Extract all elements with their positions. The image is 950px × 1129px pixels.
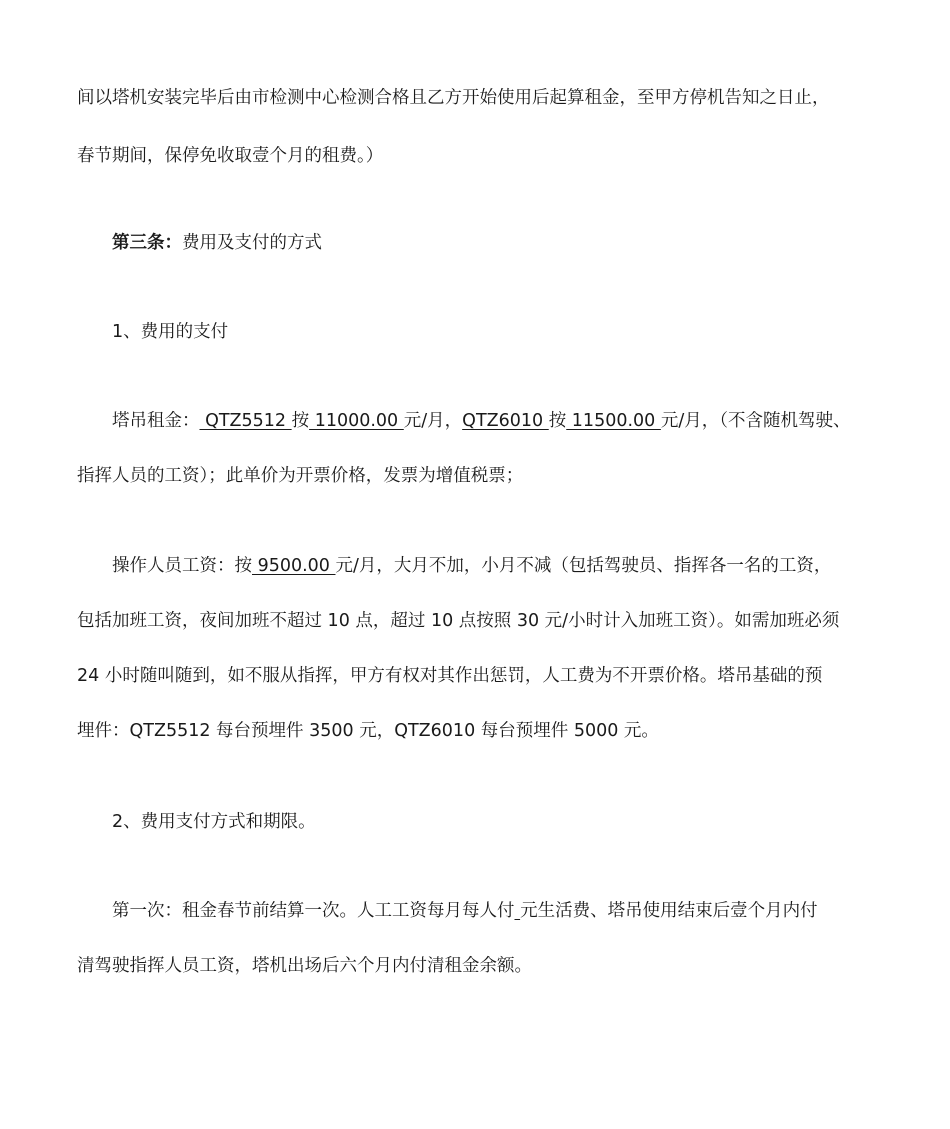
text: 操作人员工资：按 [112, 556, 252, 576]
price-qtz6010: 11500.00 [566, 411, 661, 431]
rent-line [112, 410, 851, 432]
paragraph-line: 埋件：QTZ5512 每台预埋件 3500 元，QTZ6010 每台预埋件 5000 元。 [77, 721, 659, 741]
text: 按 [548, 411, 567, 431]
price-qtz5512: 11000.00 [309, 411, 404, 431]
article-title: 费用及支付的方式 [182, 233, 322, 253]
paragraph-line: 间以塔机安装完毕后由市检测中心检测合格且乙方开始使用后起算租金，至甲方停机告知之日止， [77, 88, 830, 108]
rent-prefix: 塔吊租金： [112, 411, 200, 431]
paragraph-line: 清驾驶指挥人员工资，塔机出场后六个月内付清租金余额。 [77, 956, 532, 976]
paragraph-line: 指挥人员的工资）；此单价为开票价格，发票为增值税票； [77, 466, 524, 486]
article-heading [112, 232, 322, 254]
section-heading: 1、费用的支付 [112, 322, 229, 342]
payment-line [112, 900, 818, 922]
text: 元/月，（不含随机驾驶、 [660, 411, 851, 431]
model-qtz6010: QTZ6010 [462, 411, 549, 431]
wage-line [112, 555, 831, 577]
paragraph-line: 24 小时随叫随到，如不服从指挥，甲方有权对其作出惩罚，人工费为不开票价格。塔吊基础的预 [77, 666, 823, 686]
paragraph-line: 春节期间，保停免收取壹个月的租费。） [77, 146, 384, 166]
paragraph-line: 包括加班工资，夜间加班不超过 10 点，超过 10 点按照 30 元/小时计入加班工资）。如需加班必须 [77, 611, 840, 631]
text: 按 [291, 411, 310, 431]
text: 第一次：租金春节前结算一次。人工工资每月每人付 [112, 901, 515, 921]
article-number: 第三条： [112, 233, 182, 253]
text: 元生活费、塔吊使用结束后壹个月内付 [520, 901, 818, 921]
model-qtz5512: QTZ5512 [199, 411, 292, 431]
text: 元/月，大月不加，小月不减（包括驾驶员、指挥各一名的工资， [335, 556, 832, 576]
section-heading: 2、费用支付方式和期限。 [112, 812, 316, 832]
wage-amount: 9500.00 [252, 556, 336, 576]
text: 元/月， [403, 411, 463, 431]
